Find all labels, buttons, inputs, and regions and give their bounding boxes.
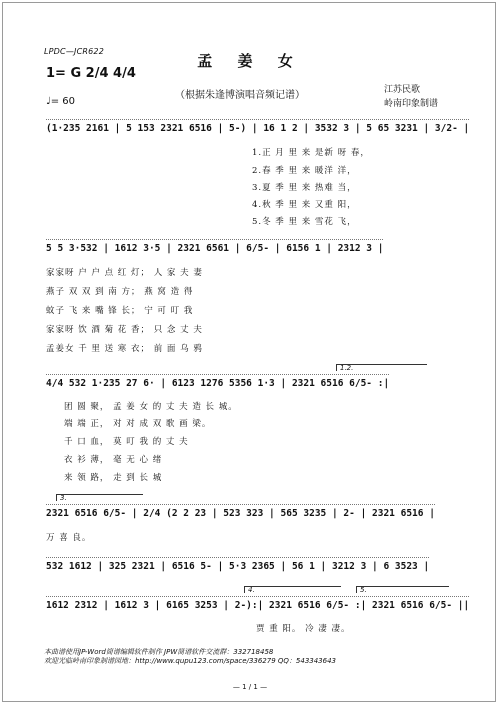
volta-label: 1.2. xyxy=(340,364,354,372)
score-maker: 岭南印象制谱 xyxy=(384,99,439,109)
lyric-line-2-verse-5: 孟姜女 千 里 送 寒 衣； 前 面 乌 鸦 xyxy=(46,344,203,354)
lyric-line-2-verse-1: 家家呀 户 户 点 红 灯； 人 家 夫 妻 xyxy=(46,268,203,278)
song-origin: 江苏民歌 xyxy=(384,85,421,95)
lyric-line-1-verse-1: 1.正 月 里 来 是新 呀 春， xyxy=(252,148,370,158)
lyric-line-6: 贾 重 阳。 冷 凄 凄。 xyxy=(256,624,351,634)
music-line-4: 2321 6516 6/5‑ | 2/4 (2 2 23 | 523 323 | 565 3235 | 2‑ | 2321 6516 | xyxy=(46,508,435,519)
volta-label: 4. xyxy=(248,586,255,594)
footer-website-note: 欢迎光临岭南印象制谱园地：http://www.qupu123.com/space/336279 QQ：543343643 xyxy=(44,657,336,665)
page-title: 孟 姜 女 xyxy=(197,52,303,70)
key-signature: 1= G 2/4 4/4 xyxy=(46,66,136,81)
music-line-2: 5 5 3·532 | 1612 3·5 | 2321 6561 | 6/5‑ | 6156 1 | 2312 3 | xyxy=(46,243,384,254)
lyric-line-3-verse-2: 端 端 正， 对 对 成 双 歌 画 梁。 xyxy=(64,419,212,429)
lyric-line-1-verse-2: 2.春 季 里 来 暖洋 洋， xyxy=(252,166,357,176)
music-line-1: (1·235 2161 | 5 153 2321 6516 | 5‑) | 16 1 2 | 3532 3 | 5 65 3231 | 3/2‑ | xyxy=(46,123,470,134)
footer-software-note: 本曲谱使用JP-Word简谱编辑软件制作 JPW简谱软件交流群：332718458 xyxy=(44,648,274,656)
lyric-line-3-verse-1: 团 圆 聚， 孟 姜 女 的 丈 夫 造 长 城。 xyxy=(64,402,238,412)
lyric-line-3-verse-4: 衣 衫 薄， 毫 无 心 绪 xyxy=(64,455,163,465)
volta-label: 3. xyxy=(60,494,67,502)
music-line-3: 4/4 532 1·235 27 6· | 6123 1276 5356 1·3 | 2321 6516 6/5‑ :| xyxy=(46,378,390,389)
lyric-line-2-verse-4: 家家呀 饮 酒 菊 花 香； 只 念 丈 夫 xyxy=(46,325,203,335)
lyric-line-2-verse-3: 蚊子 飞 来 嘴 锋 长； 宁 可 叮 我 xyxy=(46,306,194,316)
lyric-line-1-verse-3: 3.夏 季 里 来 热难 当， xyxy=(252,183,357,193)
music-line-5: 532 1612 | 325 2321 | 6516 5‑ | 5·3 2365 | 56 1 | 3212 3 | 6 3523 | xyxy=(46,561,430,572)
page-number: — 1 / 1 — xyxy=(232,683,268,691)
tempo-marking: ♩= 60 xyxy=(46,96,75,107)
lyric-line-1-verse-4: 4.秋 季 里 来 又重 阳， xyxy=(252,200,357,210)
lyric-line-2-verse-2: 燕子 双 双 到 南 方； 燕 窝 造 得 xyxy=(46,287,194,297)
lyric-line-3-verse-3: 千 口 血， 莫 叮 我 的 丈 夫 xyxy=(64,437,189,447)
lyric-line-4: 万 喜 良。 xyxy=(46,533,92,543)
subtitle: （根据朱逢博演唱音频记谱） xyxy=(175,90,305,101)
lyric-line-1-verse-5: 5.冬 季 里 来 雪花 飞， xyxy=(252,217,357,227)
score-code: LPDC—JCR622 xyxy=(44,47,105,56)
volta-bracket xyxy=(56,494,143,501)
volta-label: 5. xyxy=(360,586,367,594)
volta-bracket xyxy=(244,586,341,593)
lyric-line-3-verse-5: 来 领 路， 走 到 长 城 xyxy=(64,473,163,483)
music-line-6: 1612 2312 | 1612 3 | 6165 3253 | 2‑):| 2321 6516 6/5‑ :| 2321 6516 6/5‑ || xyxy=(46,600,470,611)
volta-bracket xyxy=(356,586,449,593)
